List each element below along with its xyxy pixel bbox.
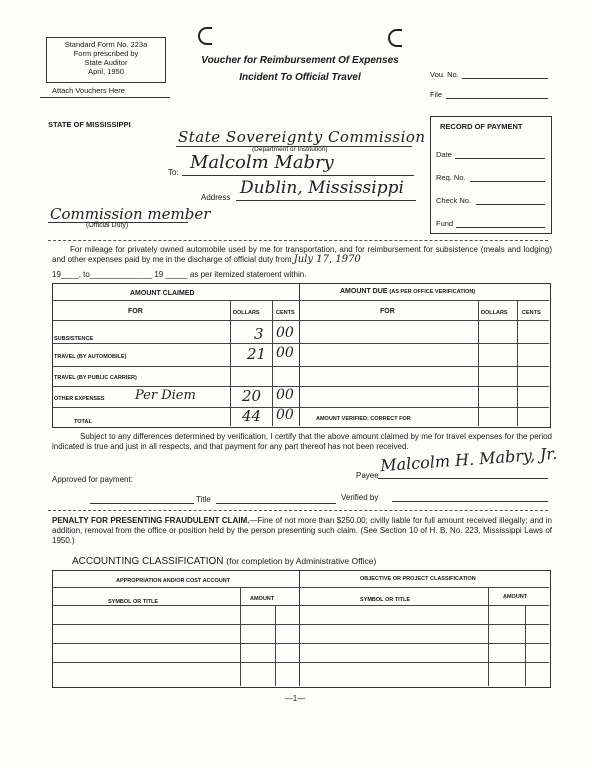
duty-value: Commission member: [50, 205, 211, 223]
claimed-for-header: FOR: [128, 308, 143, 315]
duty-label: (Official Duty): [86, 222, 129, 229]
to-value: Malcolm Mabry: [190, 152, 334, 173]
standard-form-line: Form prescribed by: [73, 49, 139, 58]
mileage-statement-text: For mileage for privately owned automobile used by me for transportation, and for reimbursement for subsistence (meals and lodging) and other expenses paid by me in the discharge of official duty from: [52, 245, 552, 264]
claimed-row-cents: 00: [276, 325, 294, 341]
verified-by-line: [392, 501, 548, 502]
payee-line: [378, 478, 548, 479]
verified-by-label: Verified by: [341, 493, 379, 502]
to-label: To:: [168, 168, 179, 177]
form-title-line-2: Incident To Official Travel: [239, 72, 361, 83]
record-req-line: [470, 181, 545, 182]
classification-row-rule: [52, 605, 549, 606]
address-value: Dublin, Mississippi: [240, 178, 404, 198]
amount-due-note: (AS PER OFFICE VERIFICATION): [389, 289, 476, 295]
form-title: [180, 52, 420, 86]
row-rule: [52, 386, 549, 387]
classification-row-rule: [52, 624, 549, 625]
record-check-line: [476, 204, 545, 205]
punch-hole-right: [388, 29, 402, 47]
classification-header-rule: [52, 587, 549, 588]
standard-form-line: April, 1950: [88, 67, 124, 76]
approved-label: Approved for payment:: [52, 475, 133, 484]
classification-title: ACCOUNTING CLASSIFICATION: [72, 556, 224, 567]
due-header-rule: [300, 300, 549, 301]
classification-row-rule: [52, 643, 549, 644]
penalty-lead: PENALTY FOR PRESENTING FRAUDULENT CLAIM.: [52, 516, 250, 525]
amount-verified-label: AMOUNT VERIFIED; CORRECT FOR: [316, 416, 411, 422]
claimed-header-rule: [52, 300, 300, 301]
right-amount-header: AMOUNT: [503, 594, 528, 600]
claimed-row-cents: 00: [276, 407, 294, 423]
claimed-row-dollars: 20: [242, 387, 262, 405]
state-label: STATE OF MISSISSIPPI: [48, 120, 131, 129]
row-rule: [52, 366, 549, 367]
payee-label: Payee: [356, 471, 379, 480]
period-line: 19____, to______________ 19 _____ as per itemized statement within.: [52, 270, 307, 279]
certification-divider: [48, 510, 548, 511]
claimed-row-cents: 00: [276, 345, 294, 361]
amount-due-header: [340, 288, 475, 295]
claimed-row-label: TRAVEL (BY AUTOMOBILE): [54, 354, 127, 360]
record-date-line: [455, 158, 545, 159]
claimed-row-label: TOTAL: [74, 419, 92, 425]
form-title-line-1: Voucher for Reimbursement Of Expenses: [201, 55, 399, 66]
file-label: File: [430, 90, 443, 99]
claimed-dollars-header: DOLLARS: [233, 310, 260, 316]
to-line: [182, 175, 414, 176]
record-req-label: Req. No.: [436, 173, 466, 182]
right-symbol-header: SYMBOL OR TITLE: [360, 597, 411, 603]
address-line: [236, 200, 416, 201]
record-fund-line: [456, 227, 545, 228]
row-rule: [52, 343, 549, 344]
address-label: Address: [201, 193, 231, 202]
objective-header: OBJECTIVE OR PROJECT CLASSIFICATION: [360, 576, 476, 582]
appropriation-header: APPROPRIATION AND/OR COST ACCOUNT: [116, 578, 231, 584]
record-check-label: Check No.: [436, 196, 472, 205]
row-rule: [52, 407, 549, 408]
vou-no-label: Vou. No.: [430, 70, 459, 79]
amount-claimed-header: AMOUNT CLAIMED: [130, 290, 195, 297]
claimed-row-label: OTHER EXPENSES: [54, 396, 105, 402]
certification-text: Subject to any differences determined by verification, I certify that the above amount claimed by me for travel expenses for the period indicated is true and just in all respects, and that payment for any part thereof has not been received.: [52, 432, 552, 451]
classification-subtitle: (for completion by Administrative Office): [226, 556, 377, 566]
from-date-value: July 17, 1970: [293, 254, 361, 265]
right-amount-subdivider: [525, 605, 526, 686]
table-mid-divider: [299, 283, 300, 426]
department-value: State Sovereignty Commission: [178, 128, 426, 146]
classification-heading: [72, 556, 376, 567]
claimed-row-dollars: 3: [254, 325, 264, 343]
standard-form-line: Standard Form No. 223a: [64, 40, 148, 49]
vou-no-line: [462, 78, 548, 79]
punch-hole-left: [198, 27, 212, 45]
standard-form-text: [48, 40, 164, 76]
claimed-row-note: Per Diem: [135, 388, 196, 403]
record-of-payment-title: RECORD OF PAYMENT: [440, 122, 523, 131]
amount-due-title: AMOUNT DUE: [340, 288, 388, 295]
left-symbol-header: SYMBOL OR TITLE: [108, 599, 159, 605]
claimed-col-rule: [52, 320, 300, 321]
section-divider: [48, 240, 548, 241]
left-amount-subdivider: [275, 605, 276, 686]
department-label: (Department or Institution): [252, 146, 328, 153]
record-fund-label: Fund: [436, 219, 454, 228]
due-cents-header: CENTS: [522, 310, 541, 316]
claimed-row-dollars: 21: [247, 345, 267, 363]
left-amount-divider: [240, 587, 241, 686]
due-col-rule: [300, 320, 549, 321]
title-label: Title: [196, 495, 211, 504]
classification-row-rule: [52, 662, 549, 663]
attach-vouchers-rule: [40, 97, 170, 98]
approver-line: [90, 503, 194, 504]
record-date-label: Date: [436, 150, 452, 159]
due-dollars-header: DOLLARS: [481, 310, 508, 316]
claimed-row-dollars: 44: [242, 407, 262, 425]
penalty-body: —Fine of not more than $250.00; civilly liable for full amount received illegally; and in addition, removal from the office or position held by the person presenting such claim. (See Section 10 of H. B. No. 223, Mississippi Laws of 1950.): [52, 516, 553, 545]
right-amount-divider: [488, 587, 489, 686]
standard-form-line: State Auditor: [84, 58, 128, 67]
attach-vouchers-label: Attach Vouchers Here: [52, 86, 125, 95]
page-number: —1—: [284, 694, 306, 703]
claimed-row-label: TRAVEL (BY PUBLIC CARRIER): [54, 375, 137, 381]
left-amount-header: AMOUNT: [250, 596, 275, 602]
mileage-statement: [52, 245, 552, 265]
penalty-text: [52, 516, 552, 546]
payee-signature: Malcolm H. Mabry, Jr.: [379, 443, 558, 476]
claimed-cents-header: CENTS: [276, 310, 295, 316]
title-line: [216, 503, 336, 504]
claimed-row-label: SUBSISTENCE: [54, 336, 94, 342]
file-line: [446, 98, 548, 99]
due-for-header: FOR: [380, 308, 395, 315]
claimed-row-cents: 00: [276, 387, 294, 403]
